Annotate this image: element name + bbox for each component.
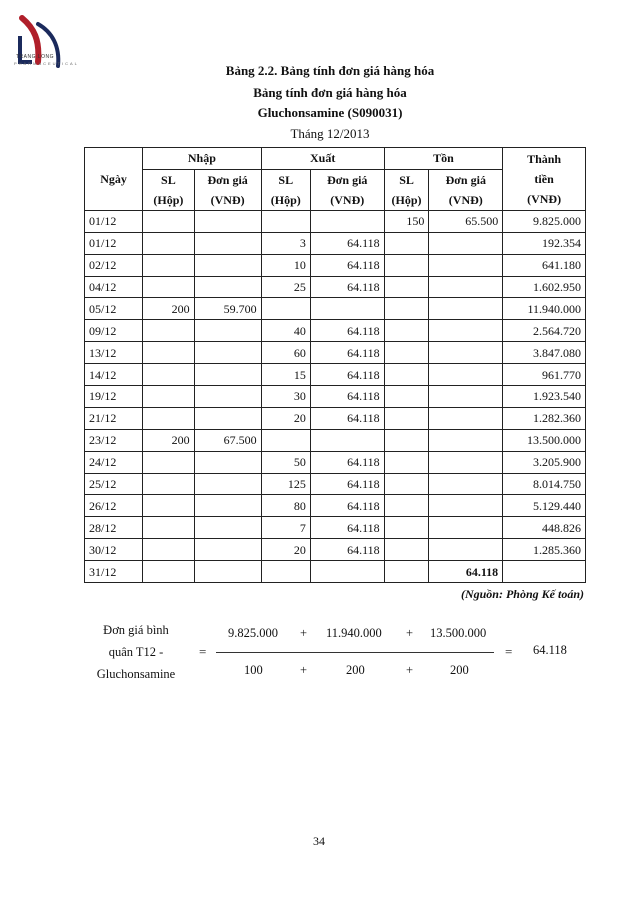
cell-ton-dg [429, 342, 503, 364]
cell-ngay: 13/12 [85, 342, 143, 364]
cell-nhap-sl [143, 254, 194, 276]
cell-xuat-sl: 50 [261, 451, 310, 473]
table-row [85, 451, 586, 473]
table-row [85, 342, 586, 364]
cell-thanh-tien: 8.014.750 [503, 473, 586, 495]
header-thanh-tien-line2: tiền [534, 171, 554, 186]
cell-ton-sl [384, 254, 429, 276]
product-name: Gluchonsamine (S090031) [257, 105, 403, 120]
cell-nhap-dg [194, 407, 261, 429]
cell-ton-sl [384, 517, 429, 539]
cell-ngay: 01/12 [85, 232, 143, 254]
cell-nhap-sl [143, 364, 194, 386]
cell-xuat-dg: 64.118 [310, 320, 384, 342]
cell-nhap-dg [194, 320, 261, 342]
cell-nhap-sl: 200 [143, 298, 194, 320]
table-title: Bảng tính đơn giá hàng hóa [253, 85, 407, 100]
cell-ton-dg [429, 320, 503, 342]
fraction-bar [216, 652, 494, 653]
logo-name: TRANG LONG [16, 54, 55, 60]
cell-nhap-sl [143, 232, 194, 254]
cell-thanh-tien: 1.602.950 [503, 276, 586, 298]
cell-nhap-dg [194, 517, 261, 539]
cell-ngay: 04/12 [85, 276, 143, 298]
cell-ton-dg [429, 451, 503, 473]
cell-nhap-dg [194, 386, 261, 408]
cell-thanh-tien: 9.825.000 [503, 210, 586, 232]
cell-xuat-sl: 7 [261, 517, 310, 539]
cell-nhap-dg [194, 561, 261, 583]
period: Tháng 12/2013 [290, 126, 370, 141]
cell-ton-dg [429, 407, 503, 429]
cell-ngay: 19/12 [85, 386, 143, 408]
header-ton-dg: Đơn giá (VNĐ) [429, 169, 503, 210]
cell-xuat-sl [261, 429, 310, 451]
header-nhap: Nhập [143, 148, 262, 170]
cell-ngay: 21/12 [85, 407, 143, 429]
cell-nhap-dg [194, 276, 261, 298]
denominator-a: 100 [244, 663, 263, 677]
cell-xuat-dg [310, 429, 384, 451]
result-equals: = [505, 644, 513, 659]
numerator-b: 11.940.000 [326, 626, 382, 640]
cell-ton-dg [429, 539, 503, 561]
cell-ngay: 05/12 [85, 298, 143, 320]
cell-nhap-sl [143, 451, 194, 473]
table-row [85, 276, 586, 298]
cell-nhap-dg [194, 254, 261, 276]
table-row [85, 561, 586, 583]
cell-nhap-dg [194, 342, 261, 364]
cell-ton-dg [429, 495, 503, 517]
cell-ton-sl [384, 473, 429, 495]
cell-nhap-sl: 200 [143, 429, 194, 451]
denominator-plus-2: + [406, 663, 414, 677]
cell-nhap-sl [143, 276, 194, 298]
cell-nhap-sl [143, 386, 194, 408]
numerator-a: 9.825.000 [228, 626, 278, 640]
numerator-plus-1: + [300, 626, 308, 640]
cell-nhap-dg [194, 364, 261, 386]
cell-nhap-sl [143, 210, 194, 232]
cell-ton-sl [384, 298, 429, 320]
cell-xuat-sl: 60 [261, 342, 310, 364]
formula-equals: = [199, 644, 207, 659]
table-row [85, 320, 586, 342]
cell-xuat-dg: 64.118 [310, 342, 384, 364]
cell-ton-sl [384, 429, 429, 451]
cell-nhap-sl [143, 517, 194, 539]
numerator-c: 13.500.000 [430, 626, 487, 640]
cell-ton-dg: 64.118 [429, 561, 503, 583]
cell-xuat-dg: 64.118 [310, 517, 384, 539]
table-row [85, 429, 586, 451]
cell-xuat-dg: 64.118 [310, 232, 384, 254]
header-xuat-dg: Đơn giá (VNĐ) [310, 169, 384, 210]
cell-ngay: 01/12 [85, 210, 143, 232]
formula-result: 64.118 [533, 643, 567, 657]
cell-ton-sl [384, 232, 429, 254]
cell-nhap-dg [194, 473, 261, 495]
cell-thanh-tien: 13.500.000 [503, 429, 586, 451]
cell-xuat-sl: 10 [261, 254, 310, 276]
header-nhap-sl: SL (Hộp) [143, 169, 194, 210]
table-row [85, 254, 586, 276]
cell-ton-sl [384, 276, 429, 298]
cell-nhap-sl [143, 495, 194, 517]
cell-ton-sl [384, 364, 429, 386]
cell-ton-sl [384, 342, 429, 364]
cell-xuat-sl: 20 [261, 539, 310, 561]
cell-ngay: 30/12 [85, 539, 143, 561]
cell-thanh-tien: 192.354 [503, 232, 586, 254]
cell-ngay: 31/12 [85, 561, 143, 583]
cell-ton-dg [429, 429, 503, 451]
cell-ton-dg [429, 276, 503, 298]
header-ngay: Ngày [85, 148, 143, 211]
header-thanh-tien-line1: Thành [527, 151, 562, 166]
cell-nhap-dg [194, 539, 261, 561]
cell-xuat-dg: 64.118 [310, 386, 384, 408]
cell-thanh-tien: 1.923.540 [503, 386, 586, 408]
cell-nhap-dg: 59.700 [194, 298, 261, 320]
source-note: (Nguồn: Phòng Kế toán) [460, 587, 584, 601]
cell-ngay: 09/12 [85, 320, 143, 342]
table-row [85, 298, 586, 320]
cell-thanh-tien: 11.940.000 [503, 298, 586, 320]
cell-xuat-sl: 40 [261, 320, 310, 342]
cell-xuat-dg: 64.118 [310, 473, 384, 495]
cell-xuat-sl: 80 [261, 495, 310, 517]
cell-nhap-dg [194, 232, 261, 254]
cell-ton-sl [384, 539, 429, 561]
cell-nhap-sl [143, 342, 194, 364]
header-nhap-dg: Đơn giá (VNĐ) [194, 169, 261, 210]
cell-thanh-tien: 641.180 [503, 254, 586, 276]
cell-ngay: 24/12 [85, 451, 143, 473]
cell-ton-dg [429, 364, 503, 386]
cell-xuat-dg: 64.118 [310, 407, 384, 429]
cell-thanh-tien [503, 561, 586, 583]
table-row [85, 210, 586, 232]
table-row [85, 364, 586, 386]
cell-xuat-sl: 125 [261, 473, 310, 495]
table-row [85, 473, 586, 495]
cell-xuat-dg [310, 210, 384, 232]
cell-thanh-tien: 1.282.360 [503, 407, 586, 429]
cell-ton-sl [384, 495, 429, 517]
unit-price-table [84, 147, 586, 583]
header-thanh-tien [503, 148, 586, 211]
cell-ton-dg [429, 386, 503, 408]
cell-nhap-sl [143, 320, 194, 342]
table-row [85, 386, 586, 408]
cell-ngay: 28/12 [85, 517, 143, 539]
denominator-b: 200 [346, 663, 365, 677]
table-row [85, 232, 586, 254]
numerator-plus-2: + [406, 626, 414, 640]
cell-nhap-sl [143, 539, 194, 561]
cell-nhap-sl [143, 561, 194, 583]
table-caption: Bảng 2.2. Bảng tính đơn giá hàng hóa [225, 63, 435, 78]
cell-ton-dg: 65.500 [429, 210, 503, 232]
cell-ngay: 02/12 [85, 254, 143, 276]
cell-nhap-sl [143, 473, 194, 495]
cell-thanh-tien: 5.129.440 [503, 495, 586, 517]
cell-ton-dg [429, 232, 503, 254]
cell-thanh-tien: 3.205.900 [503, 451, 586, 473]
denominator-c: 200 [450, 663, 469, 677]
cell-ton-dg [429, 254, 503, 276]
cell-ton-sl [384, 561, 429, 583]
logo-subtext: PHARMACEUTICAL [14, 61, 79, 66]
header-xuat-sl: SL (Hộp) [261, 169, 310, 210]
cell-ton-sl [384, 451, 429, 473]
cell-xuat-dg: 64.118 [310, 495, 384, 517]
table-row [85, 539, 586, 561]
cell-xuat-sl: 20 [261, 407, 310, 429]
formula-label: Đơn giá bình quân T12 - Gluchonsamine [96, 623, 176, 681]
cell-ton-sl: 150 [384, 210, 429, 232]
cell-nhap-dg [194, 451, 261, 473]
cell-xuat-sl [261, 561, 310, 583]
cell-xuat-dg: 64.118 [310, 364, 384, 386]
cell-nhap-dg [194, 495, 261, 517]
cell-xuat-sl: 25 [261, 276, 310, 298]
table-row [85, 517, 586, 539]
cell-thanh-tien: 1.285.360 [503, 539, 586, 561]
header-ton: Tồn [384, 148, 503, 170]
table-row [85, 407, 586, 429]
cell-nhap-sl [143, 407, 194, 429]
cell-ngay: 26/12 [85, 495, 143, 517]
cell-xuat-sl: 30 [261, 386, 310, 408]
cell-ngay: 23/12 [85, 429, 143, 451]
cell-xuat-sl [261, 298, 310, 320]
cell-ton-dg [429, 517, 503, 539]
cell-thanh-tien: 2.564.720 [503, 320, 586, 342]
cell-thanh-tien: 448.826 [503, 517, 586, 539]
denominator-plus-1: + [300, 663, 308, 677]
cell-xuat-dg: 64.118 [310, 539, 384, 561]
cell-ton-dg [429, 298, 503, 320]
cell-xuat-dg: 64.118 [310, 254, 384, 276]
cell-nhap-dg [194, 210, 261, 232]
cell-xuat-dg: 64.118 [310, 276, 384, 298]
cell-ton-sl [384, 320, 429, 342]
cell-thanh-tien: 961.770 [503, 364, 586, 386]
page-number: 34 [313, 834, 325, 848]
header-ton-sl: SL (Hộp) [384, 169, 429, 210]
cell-ngay: 14/12 [85, 364, 143, 386]
table-body [85, 210, 586, 582]
cell-xuat-dg: 64.118 [310, 451, 384, 473]
cell-xuat-sl: 3 [261, 232, 310, 254]
average-price-formula [86, 615, 586, 695]
header-thanh-tien-line3: (VNĐ) [527, 191, 562, 206]
cell-xuat-sl: 15 [261, 364, 310, 386]
cell-ngay: 25/12 [85, 473, 143, 495]
cell-xuat-dg [310, 561, 384, 583]
cell-thanh-tien: 3.847.080 [503, 342, 586, 364]
table-row [85, 495, 586, 517]
cell-nhap-dg: 67.500 [194, 429, 261, 451]
cell-ton-sl [384, 386, 429, 408]
cell-xuat-sl [261, 210, 310, 232]
cell-ton-sl [384, 407, 429, 429]
header-xuat: Xuất [261, 148, 384, 170]
cell-ton-dg [429, 473, 503, 495]
cell-xuat-dg [310, 298, 384, 320]
